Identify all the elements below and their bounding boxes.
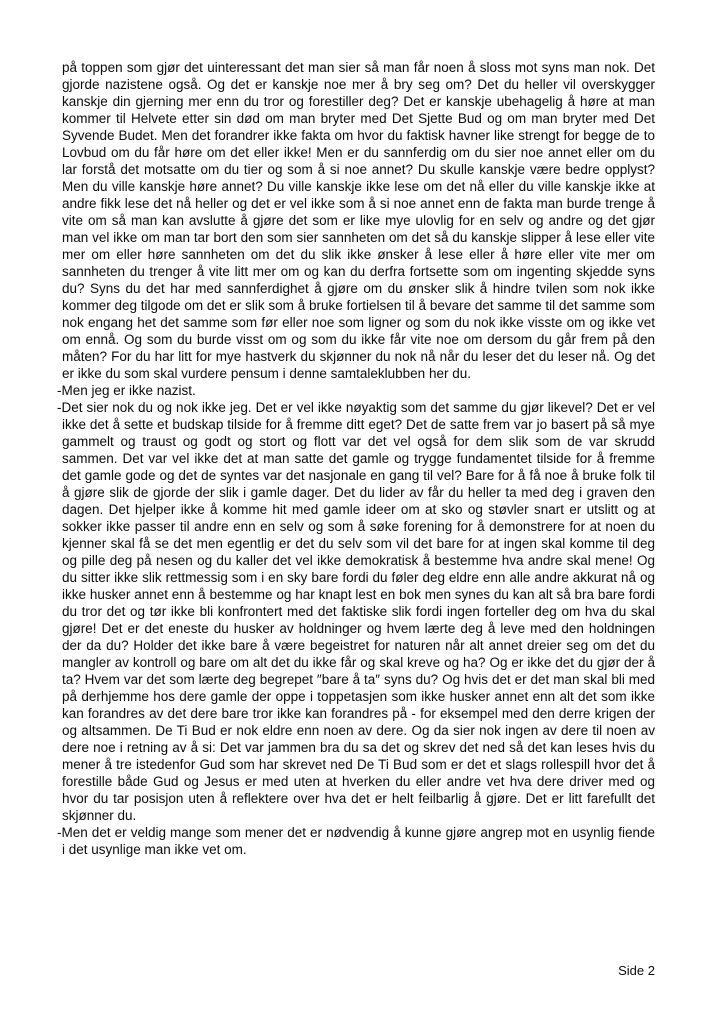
- dialogue-line: -Men det er veldig mange som mener det er nødvendig å kunne gjøre angrep mot en usynlig fiende i det usynlige man ikke vet om.: [57, 825, 655, 857]
- paragraph: på toppen som gjør det uinteressant det man sier så man får noen å sloss mot syns man nok. Det gjorde nazistene også. Og det er kanskje noe mer å bry seg om? Det du heller vil overskygger kanskje din gjerning mer enn du tror og forestiller deg? Det er kanskje ubehagelig å høre at man kommer til Helvete etter sin død om man bryter med Det Sjette Bud og om man bryter med Det Syvende Budet. Men det forandrer ikke fakta om hvor du faktisk havner like strengt for begge de to Lovbud om du får høre om det eller ikke! Men er du sannferdig om du sier noe annet eller om du lar forstå det motsatte om du tier og som å si noe annet? Du skulle kanskje være bedre opplyst? Men du ville kanskje høre annet? Du ville kanskje ikke lese om det nå eller du ville kanskje ikke at andre fikk lese det nå heller og det er vel ikke som å si noe annet enn de fakta man burde trenge å vite om så man kan avslutte å gjøre det som er like mye ulovlig for en selv og andre og det gjør man vel ikke om man tar bort den som sier sannheten om det så du kanskje slipper å lese eller vite mer om eller høre sannheten om det du slik ikke ønsker å lese eller å høre eller vite mer om sannheten du trenger å vite litt mer om og kan du derfra fortsette som om ingenting skjedde syns du? Syns du det har med sannferdighet å gjøre om du ønsker slik å hindre tvilen som nok ikke kommer deg tilgode om det er slik som å bruke fortielsen til å bevare det samme til det samme som nok engang het det samme som før eller noe som ligner og som du nok ikke visste om og ikke vet om ennå. Og som du burde visst om og som du ikke får vite noe om dersom du går frem på den måten? For du har litt for mye hastverk du skjønner du nok nå når du leser det du leser nå. Og det er ikke du som skal vurdere pensum i denne samtaleklubben her du.: [62, 60, 655, 381]
- dialogue-line: -Det sier nok du og nok ikke jeg. Det er vel ikke nøyaktig som det samme du gjør likevel? Det er vel ikke det å sette et budskap tilside for å fremme ditt eget? Det de satte frem var jo basert på så mye gammelt og traust og godt og stort og flott var det vel også for dem slik som de var skrudd sammen. Det var vel ikke det at man satte det gamle og trygge fundamentet tilside for å fremme det gamle gode og det de syntes var det nasjonale en gang til vel? Bare for å få noe å bruke folk til å gjøre slik de gjorde der slik i gamle dager. Det du lider av får du heller ta med deg i graven den dagen. Det hjelper ikke å komme hit med gamle ideer om at sko og støvler snart er utslitt og at sokker ikke passer til andre enn en selv og som å søke forening for å demonstrere for at noen du kjenner skal få se det men egentlig er det du selv som vil det bare for at ingen skal komme til deg og pille deg på nesen og du kaller det vel ikke demokratisk å bestemme hva andre skal mene! Og du sitter ikke slik rettmessig som i en sky bare fordi du føler deg eldre enn alle andre akkurat nå og ikke husker annet enn å bestemme og har knapt lest en bok men synes du kan alt så bra bare fordi du tror det og tør ikke bli konfrontert med det faktiske slik fordi ingen forteller deg om hva du skal gjøre! Det er det eneste du husker av holdninger og hvem lærte deg å leve med den holdningen der da du? Holder det ikke bare å være begeistret for naturen når alt annet dreier seg om det du mangler av kontroll og bare om alt det du ikke får og skal kreve og ha? Og er ikke det du gjør der å ta? Hvem var det som lærte deg begrepet ″bare å ta″ syns du? Og hvis det er det man skal bli med på derhjemme hos dere gamle der oppe i toppetasjen som ikke husker annet enn alt det som ikke kan forandres av det dere bare tror ikke kan forandres på - for eksempel med den derre krigen der og altsammen. De Ti Bud er nok eldre enn noen av dere. Og da sier nok ingen av dere til noen av dere noe i retning av å si: Det var jammen bra du sa det og skrev det ned så det kan leses hvis du mener å tre istedenfor Gud som har skrevet ned De Ti Bud som er det et slags rollespill hvor det å forestille både Gud og Jesus er med uten at hverken du eller andre vet hva dere driver med og hvor du tar posisjon uten å reflektere over hva det er helt feilbarlig å gjøre. Det er litt farefullt det skjønner du.: [57, 400, 655, 823]
- text-block: [57, 59, 655, 858]
- page-number: Side 2: [618, 963, 655, 978]
- dialogue-line: -Men jeg er ikke nazist.: [57, 383, 196, 398]
